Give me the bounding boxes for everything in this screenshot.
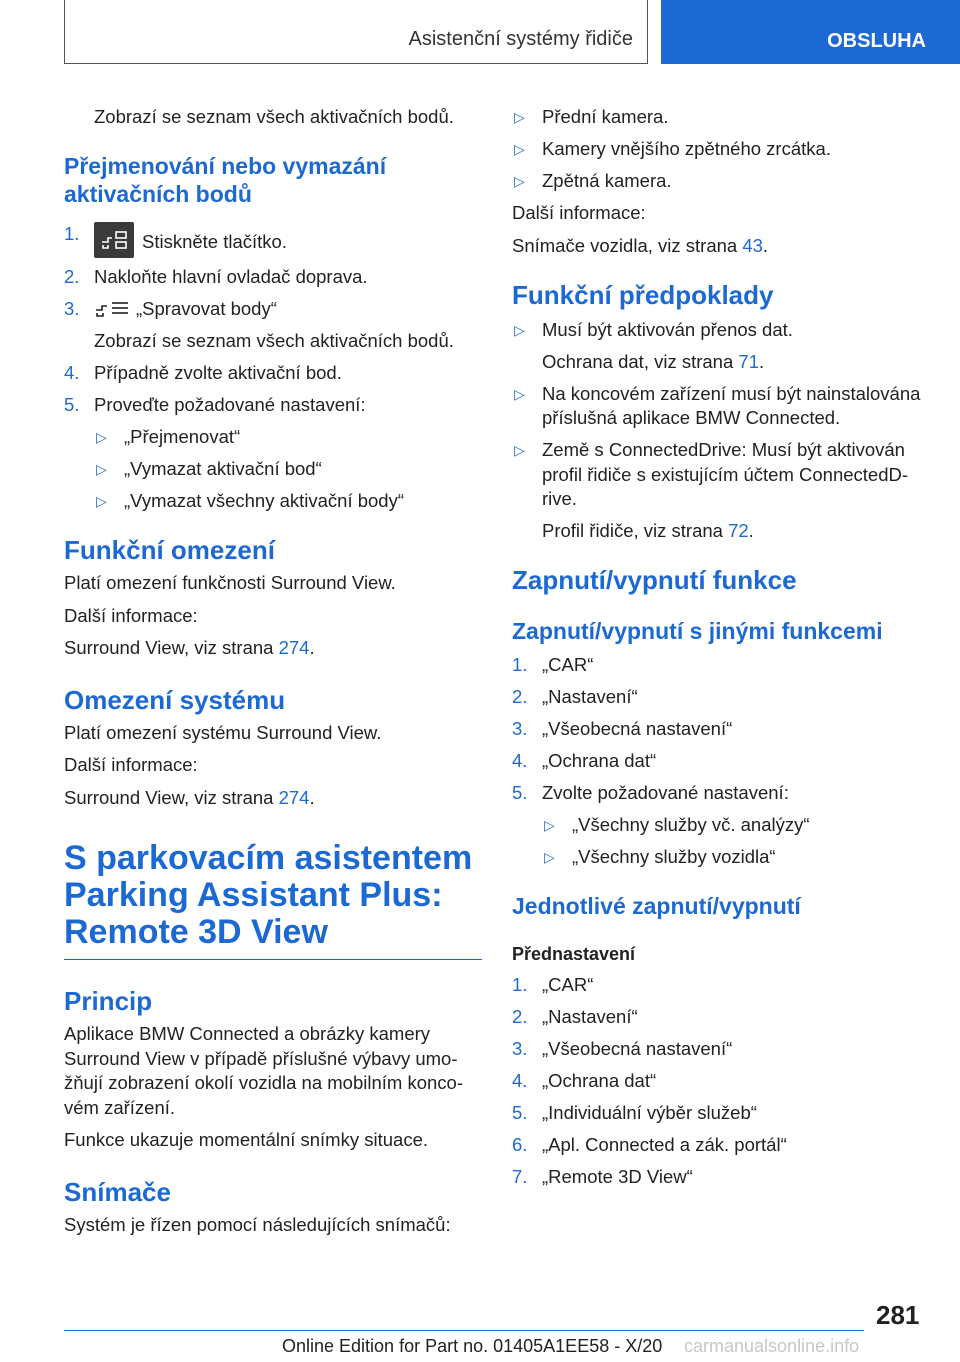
list-item <box>512 717 930 742</box>
prereq-text: Země s ConnectedDrive: Musí být aktivován profil řidiče s existujícím účtem ConnectedD-rive. <box>542 439 909 509</box>
triangle-bullet-icon: ▷ <box>514 141 525 157</box>
list-item <box>512 318 930 374</box>
list-item <box>512 1101 930 1126</box>
reference-text: Surround View, viz strana <box>64 637 279 658</box>
page-number: 281 <box>876 1300 920 1330</box>
list-item <box>512 1133 930 1158</box>
list-item <box>64 297 482 353</box>
triangle-bullet-icon: ▷ <box>544 849 555 865</box>
step-number: 4. <box>512 1069 528 1091</box>
step-text: Nakloňte hlavní ovladač doprava. <box>94 266 368 287</box>
sensor-list <box>512 105 930 194</box>
list-item <box>512 1005 930 1030</box>
left-column <box>64 100 482 1237</box>
chapter-rule <box>64 959 482 960</box>
step-text: Proveďte požadované nastavení: <box>94 393 366 415</box>
limits-text: Platí omezení funkčnosti Surround View. <box>64 572 396 593</box>
more-info-label: Další informace: <box>64 604 198 626</box>
triangle-bullet-icon: ▷ <box>544 817 555 833</box>
chapter-title-line: S parkovacím asistentem <box>64 839 473 877</box>
principle-heading: Princip <box>64 986 153 1016</box>
sensors-text: Systém je řízen pomocí následujících snímačů: <box>64 1213 451 1235</box>
sensor-text: Zpětná kamera. <box>542 170 672 191</box>
step-number: 2. <box>512 686 528 707</box>
step-note: Zobrazí se seznam všech aktivačních bodů. <box>94 329 454 351</box>
step-text: „Ochrana dat“ <box>542 1069 657 1091</box>
manage-points-icon <box>94 300 130 318</box>
list-item <box>512 781 930 806</box>
section-title: Asistenční systémy řidiče <box>408 28 633 50</box>
prereq-reference: Ochrana dat, viz strana 71. <box>542 350 765 372</box>
step-text: „Ochrana dat“ <box>542 750 657 771</box>
list-item <box>542 813 930 838</box>
rename-steps <box>64 222 482 514</box>
with-other-heading: Zapnutí/vypnutí s jinými funkcemi <box>512 618 883 644</box>
rename-heading: Přejmenování nebo vymazání aktivačních bodů <box>64 152 387 207</box>
step-text: Případně zvolte aktivační bod. <box>94 361 342 383</box>
step-text: „Nastavení“ <box>542 1005 638 1027</box>
step-number: 4. <box>512 750 528 771</box>
list-item <box>64 222 482 258</box>
list-item <box>512 105 930 130</box>
prereq-heading: Funkční předpoklady <box>512 280 774 310</box>
prereq-reference: Profil řidiče, viz strana 72. <box>542 519 754 541</box>
list-item <box>512 1069 930 1094</box>
reference-text: Ochrana dat, viz strana <box>542 350 739 372</box>
option-text: „Všechny služby vč. analýzy“ <box>572 814 810 835</box>
list-item <box>512 382 930 431</box>
step-text: „Nastavení“ <box>542 686 638 707</box>
triangle-bullet-icon: ▷ <box>96 492 107 509</box>
list-item <box>512 653 930 678</box>
chapter-title <box>64 840 482 960</box>
list-item <box>512 749 930 774</box>
triangle-bullet-icon: ▷ <box>514 173 525 189</box>
step-text: „Apl. Connected a zák. portál“ <box>542 1133 787 1155</box>
step-text: „Remote 3D View“ <box>542 1165 693 1187</box>
triangle-bullet-icon: ▷ <box>514 442 525 458</box>
list-item <box>512 973 930 998</box>
prereq-text: Musí být aktivován přenos dat. <box>542 319 793 340</box>
step-number: 7. <box>512 1165 528 1187</box>
sensor-text: Přední kamera. <box>542 106 669 127</box>
header-frame <box>64 0 648 64</box>
step-number: 5. <box>512 1101 528 1123</box>
system-text: Platí omezení systému Surround View. <box>64 721 382 743</box>
step-number: 2. <box>512 1005 528 1027</box>
edition-text: Online Edition for Part no. 01405A1EE58 - X/20 <box>282 1336 663 1356</box>
list-item <box>512 169 930 194</box>
step-number: 2. <box>64 266 80 287</box>
triangle-bullet-icon: ▷ <box>514 109 525 125</box>
triangle-bullet-icon: ▷ <box>96 428 107 445</box>
step-number: 6. <box>512 1133 528 1155</box>
system-reference: Surround View, viz strana 274. <box>64 786 315 808</box>
sensors-reference: Snímače vozidla, viz strana 43. <box>512 234 769 256</box>
reference-text: Profil řidiče, viz strana <box>542 519 729 541</box>
sensor-text: Kamery vnějšího zpětného zrcátka. <box>542 138 831 159</box>
step-number: 5. <box>512 782 528 803</box>
list-item <box>94 489 482 514</box>
with-other-steps <box>512 653 930 870</box>
prereq-list <box>512 318 930 543</box>
watermark: carmanualsonline.info <box>684 1336 860 1356</box>
option-text: „Vymazat aktivační bod“ <box>124 457 322 479</box>
triangle-bullet-icon: ▷ <box>514 322 525 338</box>
step-text: „Všeobecná nastavení“ <box>542 718 733 739</box>
list-item <box>512 1165 930 1190</box>
step-number: 3. <box>512 1037 528 1059</box>
step-number: 4. <box>64 361 80 383</box>
chapter-title-line: Remote 3D View <box>64 913 328 951</box>
single-heading: Jednotlivé zapnutí/vypnutí <box>512 892 801 919</box>
principle-text: Aplikace BMW Connected a obrázky kamery Surround View v případě příslušné výbavy umo-žňují zobrazení okolí vozidla na mobilním konco-vém zařízení. <box>64 1023 463 1118</box>
list-item <box>64 265 482 290</box>
step-text: „CAR“ <box>542 973 594 995</box>
limits-reference: Surround View, viz strana 274. <box>64 637 315 658</box>
list-item <box>512 137 930 162</box>
step-number: 1. <box>512 654 528 675</box>
option-text: „Vymazat všechny aktivační body“ <box>124 489 405 511</box>
step-number: 1. <box>64 222 80 244</box>
car-button-icon <box>94 222 134 258</box>
chapter-tab: OBSLUHA <box>661 0 960 64</box>
intro-text: Zobrazí se seznam všech aktivačních bodů. <box>94 106 454 127</box>
list-item <box>512 1037 930 1062</box>
list-item <box>542 845 930 870</box>
option-text: „Všechny služby vozidla“ <box>572 846 776 867</box>
list-item <box>64 361 482 386</box>
with-other-options <box>542 813 930 870</box>
step-text: „Individuální výběr služeb“ <box>542 1101 757 1123</box>
chapter-title-line: Parking Assistant Plus: <box>64 876 443 914</box>
list-item <box>94 457 482 482</box>
preset-heading: Přednastavení <box>512 943 636 964</box>
reference-text: Surround View, viz strana <box>64 786 279 808</box>
footer-rule <box>64 1330 864 1331</box>
triangle-bullet-icon: ▷ <box>96 460 107 477</box>
page-link[interactable]: 43 <box>742 234 763 256</box>
limits-heading: Funkční omezení <box>64 535 275 565</box>
principle-text-2: Funkce ukazuje momentální snímky situace. <box>64 1129 428 1150</box>
page-link[interactable]: 71 <box>738 350 759 372</box>
prereq-text: Na koncovém zařízení musí být nainstalována příslušná aplikace BMW Connected. <box>542 382 921 428</box>
rename-options <box>94 425 482 514</box>
more-info-label: Další informace: <box>512 202 646 223</box>
step-text: „Spravovat body“ <box>136 298 277 319</box>
step-number: 3. <box>512 718 528 739</box>
preset-steps <box>512 973 930 1190</box>
list-item <box>64 393 482 418</box>
onoff-heading: Zapnutí/vypnutí funkce <box>512 565 797 595</box>
step-text: „CAR“ <box>542 654 594 675</box>
step-number: 3. <box>64 298 80 319</box>
page-link[interactable]: 274 <box>278 786 310 808</box>
reference-text: Snímače vozidla, viz strana <box>512 234 743 256</box>
list-item <box>512 685 930 710</box>
page-link[interactable]: 72 <box>728 519 749 541</box>
step-text: „Všeobecná nastavení“ <box>542 1037 733 1059</box>
system-heading: Omezení systému <box>64 684 286 715</box>
step-number: 1. <box>512 973 528 995</box>
list-item <box>94 425 482 450</box>
right-column <box>512 100 930 1197</box>
page-link[interactable]: 274 <box>278 637 310 658</box>
option-text: „Přejmenovat“ <box>124 425 241 447</box>
step-text: Stiskněte tlačítko. <box>142 230 287 252</box>
sensors-heading: Snímače <box>64 1176 171 1207</box>
step-text: Zvolte požadované nastavení: <box>542 782 789 803</box>
more-info-label: Další informace: <box>64 754 198 775</box>
triangle-bullet-icon: ▷ <box>514 385 525 402</box>
step-number: 5. <box>64 393 80 415</box>
list-item <box>512 438 930 543</box>
